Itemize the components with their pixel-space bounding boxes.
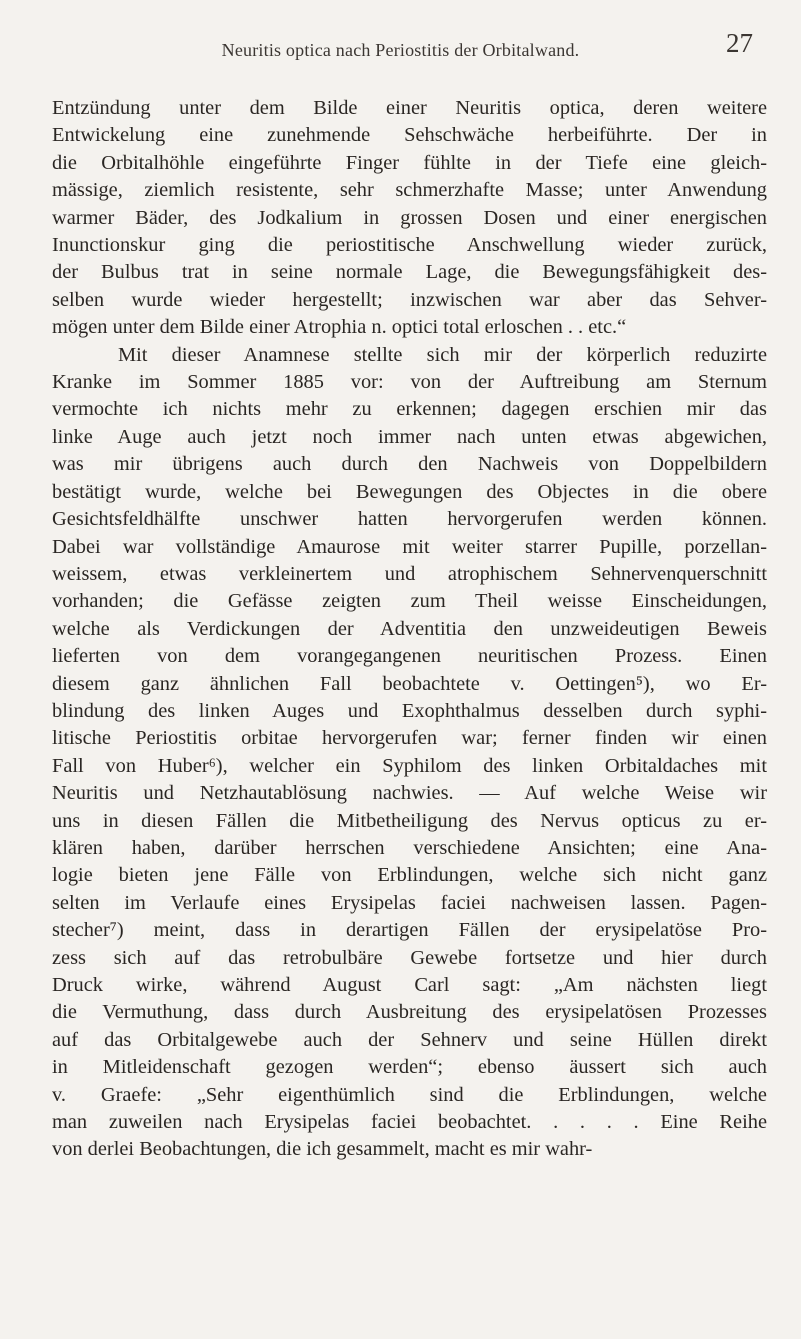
text-line: logie bieten jene Fälle von Erblindungen, welche sich nicht ganz [52,864,767,887]
text-line: selten im Verlaufe eines Erysipelas faciei nachweisen lassen. Pagen- [52,891,767,914]
text-line: linke Auge auch jetzt noch immer nach unten etwas abgewichen, [52,425,767,448]
text-line-paragraph-start: Mit dieser Anamnese stellte sich mir der körperlich reduzirte [118,343,767,366]
text-line: mässige, ziemlich resistente, sehr schmerzhafte Masse; unter Anwendung [52,179,767,202]
text-line: Neuritis und Netzhautablösung nachwies. — Auf welche Weise wir [52,782,767,805]
text-line: v. Graefe: „Sehr eigenthümlich sind die Erblindungen, welche [52,1083,767,1106]
text-line: in Mitleidenschaft gezogen werden“; ebenso äussert sich auch [52,1056,767,1079]
page-header [0,28,801,70]
text-line: auf das Orbitalgewebe auch der Sehnerv und seine Hüllen direkt [52,1028,767,1051]
text-line: weissem, etwas verkleinertem und atrophischem Sehnervenquerschnitt [52,562,767,585]
text-line: von derlei Beobachtungen, die ich gesammelt, macht es mir wahr- [52,1138,593,1161]
text-line: zess sich auf das retrobulbäre Gewebe fortsetze und hier durch [52,946,767,969]
text-line: Dabei war vollständige Amaurose mit weiter starrer Pupille, porzellan- [52,535,767,558]
text-line: warmer Bäder, des Jodkalium in grossen Dosen und einer energischen [52,206,767,229]
page-number: 27 [726,28,753,58]
text-line: Entzündung unter dem Bilde einer Neuritis optica, deren weitere [52,97,767,119]
text-line: uns in diesen Fällen die Mitbetheiligung des Nervus opticus zu er- [52,809,767,832]
text-line: vorhanden; die Gefässe zeigten zum Theil weisse Einscheidungen, [52,590,767,613]
text-line: litische Periostitis orbitae hervorgerufen war; ferner finden wir einen [52,727,767,750]
running-title: Neuritis optica nach Periostitis der Orbitalwand. [221,40,580,60]
body-text [52,95,767,1164]
text-line: blindung des linken Auges und Exophthalmus desselben durch syphi- [52,699,767,722]
text-line: die Vermuthung, dass durch Ausbreitung des erysipelatösen Prozesses [52,1001,767,1024]
text-line: Inunctionskur ging die periostitische Anschwellung wieder zurück, [52,234,767,257]
text-line: diesem ganz ähnlichen Fall beobachtete v. Oettingen⁵), wo Er- [52,672,767,695]
text-line: welche als Verdickungen der Adventitia den unzweideutigen Beweis [52,617,767,640]
text-line: Fall von Huber⁶), welcher ein Syphilom des linken Orbitaldaches mit [52,754,767,777]
text-line: stecher⁷) meint, dass in derartigen Fällen der erysipelatöse Pro- [52,919,767,942]
text-line: die Orbitalhöhle eingeführte Finger fühlte in der Tiefe eine gleich- [52,151,767,174]
text-line: was mir übrigens auch durch den Nachweis von Doppelbildern [52,453,767,476]
text-line: mögen unter dem Bilde einer Atrophia n. optici total erloschen . . etc.“ [52,316,627,339]
text-line: Kranke im Sommer 1885 vor: von der Auftreibung am Sternum [52,371,767,394]
text-line: bestätigt wurde, welche bei Bewegungen des Objectes in die obere [52,480,767,503]
text-line: Druck wirke, während August Carl sagt: „Am nächsten liegt [52,974,767,996]
text-line: lieferten von dem vorangegangenen neuritischen Prozess. Einen [52,645,767,668]
text-line: Entwickelung eine zunehmende Sehschwäche herbeiführte. Der in [52,124,767,147]
text-line: klären haben, darüber herrschen verschiedene Ansichten; eine Ana- [52,836,767,859]
text-line: selben wurde wieder hergestellt; inzwischen war aber das Sehver- [52,288,767,311]
text-line: man zuweilen nach Erysipelas faciei beobachtet. . . . . Eine Reihe [52,1111,767,1134]
text-line: Gesichtsfeldhälfte unschwer hatten hervorgerufen werden können. [52,508,767,531]
text-line: vermochte ich nichts mehr zu erkennen; dagegen erschien mir das [52,398,767,421]
text-line: der Bulbus trat in seine normale Lage, die Bewegungsfähigkeit des- [52,261,767,284]
